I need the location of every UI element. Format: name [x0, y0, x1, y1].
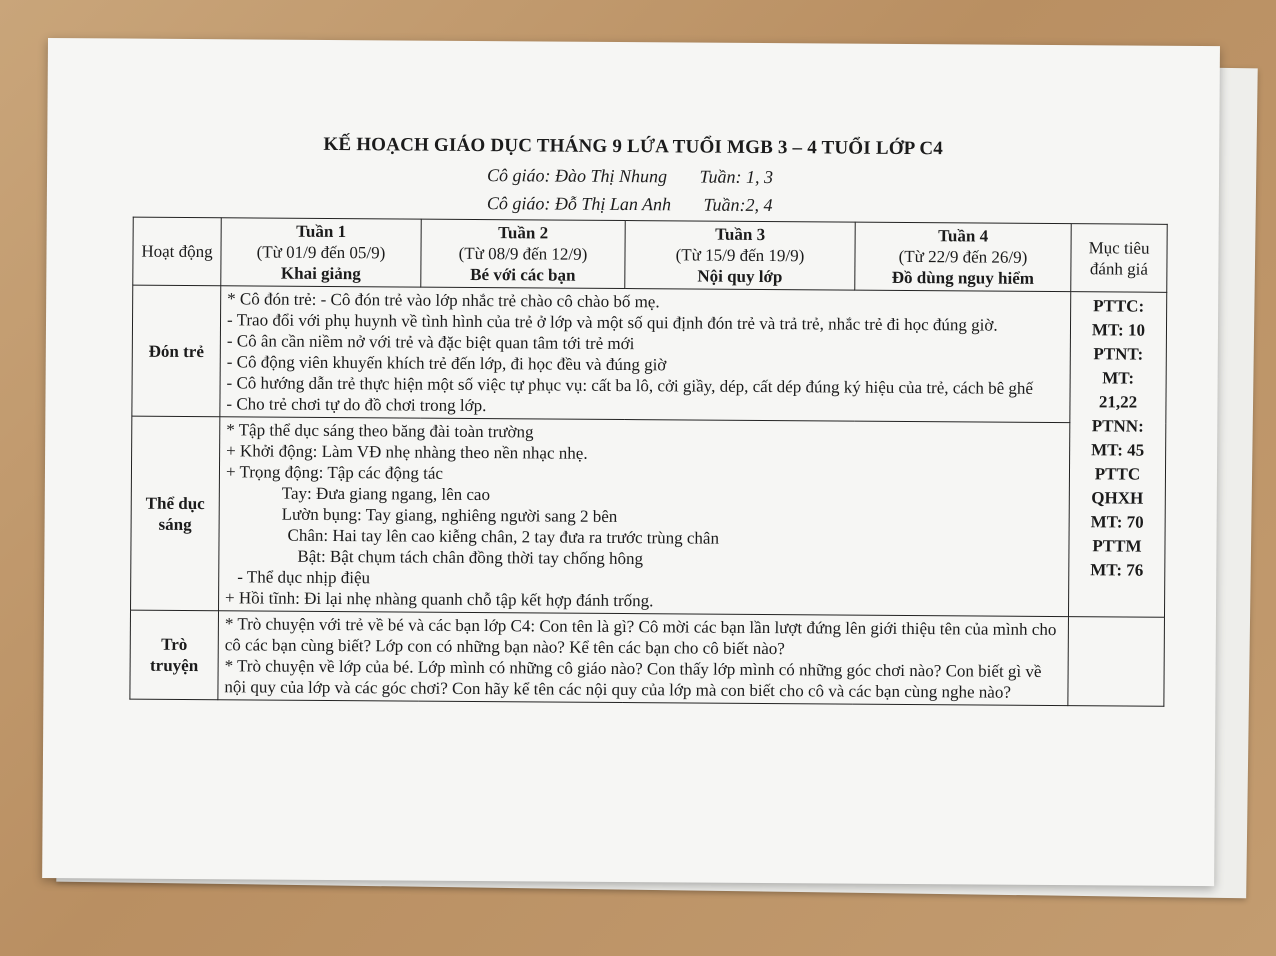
teacher-name: Cô giáo: Đào Thị Nhung — [486, 165, 668, 187]
teacher-weeks: Tuần: 1, 3 — [699, 166, 774, 188]
goal-item: QHXH — [1091, 488, 1144, 508]
goal-item: PTNT: — [1093, 344, 1144, 364]
table-row-tro-truyen — [130, 610, 1165, 706]
week-theme: Đồ dùng nguy hiểm — [891, 267, 1035, 288]
teacher-line-1 — [487, 165, 773, 188]
week-name: Tuần 4 — [938, 226, 989, 246]
goal-item: PTTC: — [1093, 296, 1145, 316]
content-line: - Cô ân cần niềm nở với trẻ và đặc biệt quan tâm tới trẻ mới — [226, 331, 635, 354]
activity-name: Trò truyện — [130, 610, 219, 700]
content-line: Tay: Đưa giang ngang, lên cao — [281, 483, 491, 505]
activity-content — [219, 417, 1070, 617]
table-row-the-duc-sang — [131, 416, 1166, 617]
content-line: - Cô động viên khuyến khích trẻ đến lớp, đi học đều và đúng giờ — [226, 352, 667, 375]
table-header-row — [133, 217, 1167, 292]
teacher-name: Cô giáo: Đỗ Thị Lan Anh — [486, 193, 672, 215]
header-week-2 — [421, 219, 625, 288]
week-range: (Từ 08/9 đến 12/9) — [458, 243, 588, 264]
activity-content — [218, 611, 1069, 706]
week-theme: Bé với các bạn — [470, 264, 576, 285]
goals-cell — [1068, 292, 1166, 618]
content-line: Bật: Bật chụm tách chân đồng thời tay chống hông — [297, 546, 644, 569]
goal-item: 21,22 — [1098, 392, 1138, 412]
content-line: * Trò chuyện với trẻ về bé và các bạn lớp C4: Con tên là gì? Cô mời các bạn lần lượt đứng lên giới thiệu tên của mình cho cô các bạn cùng biết? Lớp con có những bạn nào? Kể tên các bạn cho cô biết nào? — [224, 614, 1057, 659]
week-range: (Từ 01/9 đến 05/9) — [256, 242, 386, 263]
activity-content — [220, 286, 1071, 423]
content-line: Chân: Hai tay lên cao kiễng chân, 2 tay đưa ra trước trùng chân — [287, 525, 720, 548]
goal-item: MT: 10 — [1091, 320, 1146, 340]
week-range: (Từ 15/9 đến 19/9) — [675, 245, 805, 266]
goal-item: MT: 76 — [1090, 560, 1144, 580]
content-line: + Khởi động: Làm VĐ nhẹ nhàng theo nền nhạc nhẹ. — [226, 441, 588, 463]
header-activity: Hoạt động — [133, 217, 221, 286]
content-line: - Cho trẻ chơi tự do đồ chơi trong lớp. — [226, 394, 487, 416]
goal-item: PTTC — [1094, 464, 1141, 484]
week-name: Tuần 3 — [715, 224, 766, 245]
content-line: Lườn bụng: Tay giang, nghiêng người sang 2 bên — [281, 504, 618, 526]
header-week-4 — [855, 222, 1071, 292]
goal-item: MT: 45 — [1091, 440, 1145, 460]
activity-name: Thể dục sáng — [131, 416, 220, 611]
content-line: - Trao đổi với phụ huynh về tình hình của trẻ ở lớp và một số qui định đón trẻ và trả trẻ, nhắc trẻ đi học đúng giờ. — [226, 310, 998, 335]
header-week-3 — [625, 221, 855, 291]
content-line: - Cô hướng dẫn trẻ thực hiện một số việc tự phục vụ: cất ba lô, cởi giầy, dép, cất dép đúng ký hiệu của trẻ, cách bê ghế — [226, 373, 1034, 398]
content-line: - Thể dục nhịp điệu — [237, 567, 371, 588]
week-range: (Từ 22/9 đến 26/9) — [898, 246, 1028, 267]
teacher-line-2 — [487, 193, 773, 216]
content-line: * Trò chuyện về lớp của bé. Lớp mình có những cô giáo nào? Con thấy lớp mình có những góc chơi nào? Con biết gì về nội quy của lớp và các góc chơi? Con hãy kể tên các nội quy của lớp mà con biết cho cô và các bạn cùng nghe nào? — [224, 656, 1042, 702]
goal-item: MT: 70 — [1090, 512, 1144, 532]
week-name: Tuần 2 — [498, 223, 549, 243]
content-line: * Cô đón trẻ: - Cô đón trẻ vào lớp nhắc trẻ chào cô chào bố mẹ. — [227, 289, 660, 312]
header-goals: Mục tiêu đánh giá — [1071, 224, 1167, 293]
table-row-don-tre — [132, 285, 1167, 423]
goal-item: PTNN: — [1091, 416, 1144, 436]
lesson-plan-table — [129, 217, 1167, 707]
teacher-weeks: Tuần:2, 4 — [703, 194, 773, 216]
week-name: Tuần 1 — [296, 221, 347, 242]
document-page — [42, 38, 1220, 886]
content-line: + Trọng động: Tập các động tác — [225, 462, 444, 483]
activity-name: Đón trẻ — [132, 285, 221, 417]
goal-item: MT: — [1102, 368, 1135, 388]
header-week-1 — [221, 218, 421, 287]
week-theme: Khai giảng — [280, 263, 361, 284]
goals-cell-empty — [1068, 617, 1165, 707]
content-line: * Tập thể dục sáng theo băng đài toàn trường — [226, 420, 534, 442]
goal-item: PTTM — [1092, 536, 1142, 556]
content-line: + Hồi tĩnh: Đi lại nhẹ nhàng quanh chỗ tập kết hợp đánh trống. — [225, 588, 654, 611]
week-theme: Nội quy lớp — [697, 266, 783, 287]
document-title: KẾ HOẠCH GIÁO DỤC THÁNG 9 LỨA TUỔI MGB 3 – 4 TUỔI LỚP C4 — [323, 133, 944, 160]
